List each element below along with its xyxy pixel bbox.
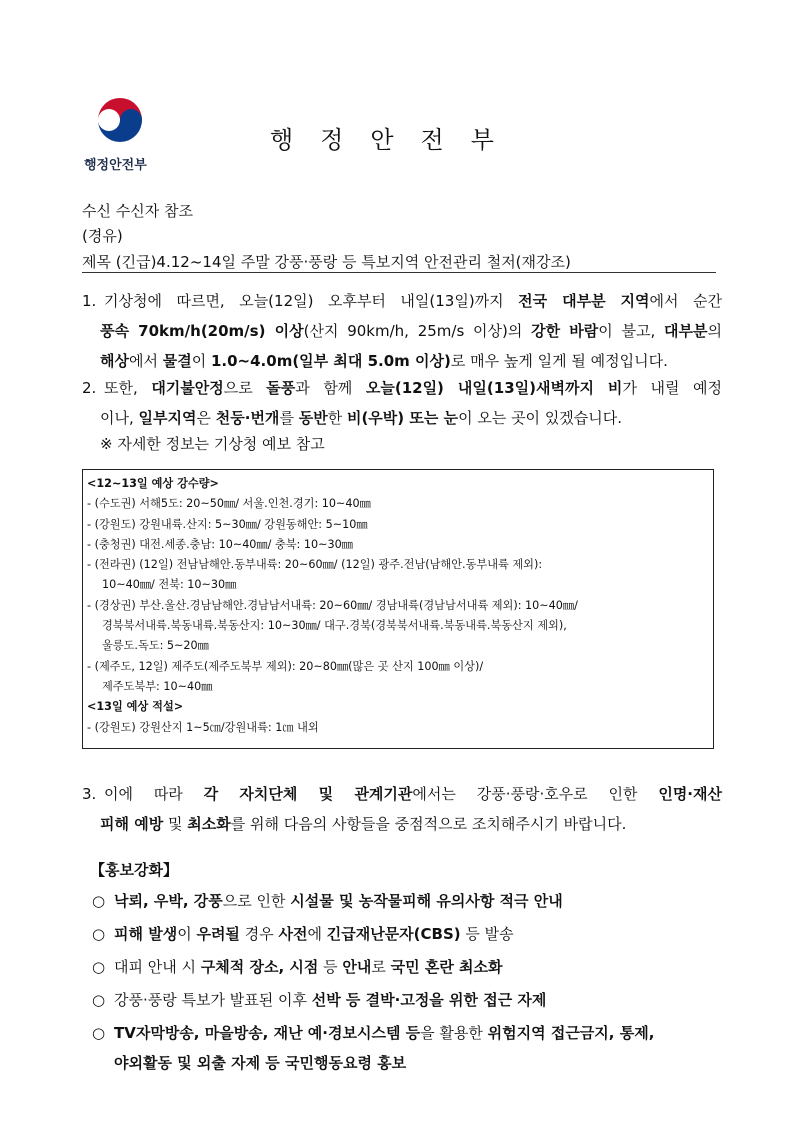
paragraph-line (82, 809, 722, 839)
emphasis-text: 1.0~4.0m(일부 최대 5.0m 이상) (210, 352, 451, 370)
circle-bullet-icon: ○ (92, 991, 106, 1009)
text-run: 로 (371, 958, 391, 976)
emphasis-text: 야외활동 및 외출 자제 등 국민행동요령 홍보 (114, 1054, 407, 1072)
emphasis-text: 위험지역 접근금지, 통제, (487, 1024, 655, 1042)
paragraph-line (82, 403, 722, 433)
forecast-row: - (강원도) 강원내륙.산지: 5~30㎜/ 강원동해안: 5~10㎜ (87, 517, 368, 531)
emphasis-text: 선박 등 결박·고정을 위한 접근 자제 (311, 991, 547, 1009)
recipient-line: 수신 수신자 참조 (82, 202, 193, 220)
text-run: 이 (177, 925, 197, 943)
emphasis-text: 비(우박) 또는 눈 (346, 409, 459, 427)
emphasis-text: 일부지역 (138, 409, 197, 427)
emphasis-text: 각 자치단체 및 관계기관 (203, 785, 413, 803)
text-run: 이에 따라 (104, 785, 204, 803)
emphasis-text: 우려될 (196, 925, 240, 943)
emphasis-text: 안내 (342, 958, 372, 976)
text-run: 등 (318, 958, 343, 976)
text-run: 이나, (100, 409, 139, 427)
bullet-item (92, 886, 722, 916)
text-run: 경우 (239, 925, 279, 943)
emphasis-text: 인명·재산 (658, 785, 722, 803)
text-run: 은 (196, 409, 216, 427)
paragraph-2 (82, 373, 722, 433)
emphasis-text: 시설물 및 농작물피해 유의사항 적극 안내 (290, 892, 563, 910)
paragraph-number: 3. (82, 785, 97, 803)
emphasis-text: 낙뢰, 우박, 강풍 (114, 892, 223, 910)
emphasis-text: 피해 예방 (100, 815, 164, 833)
text-run: 에서는 강풍·풍랑·호우로 인한 (412, 785, 659, 803)
via-line: (경유) (82, 227, 123, 245)
paragraph-line (82, 779, 722, 809)
text-run: 가 내릴 예정 (622, 379, 722, 397)
bullet-item (92, 952, 722, 982)
forecast-row: - (전라권) (12일) 전남남해안.동부내륙: 20~60㎜/ (12일) 광주.전남(남해안.동부내륙 제외): (87, 558, 543, 572)
text-run: 대피 안내 시 (114, 958, 201, 976)
emphasis-text: TV자막방송, 마을방송, 재난 예·경보시스템 등 (114, 1024, 421, 1042)
forecast-row: - (강원도) 강원산지 1~5㎝/강원내륙: 1㎝ 내외 (87, 720, 319, 734)
text-run: 에서 순간 (649, 292, 722, 310)
paragraph-line (82, 316, 722, 346)
taegeuk-emblem-icon (92, 98, 148, 154)
paragraph-3 (82, 779, 722, 839)
reference-note: ※ 자세한 정보는 기상청 예보 참고 (100, 435, 325, 453)
text-run: 등 발송 (460, 925, 514, 943)
text-run: 및 (163, 815, 188, 833)
text-run: 의 (707, 322, 722, 340)
forecast-row: 경북북서내륙.북동내륙.북동산지: 10~30㎜/ 대구.경북(경북북서내륙.북동내륙.북동산지 제외), (102, 619, 567, 633)
forecast-row: - (제주도, 12일) 제주도(제주도북부 제외): 20~80㎜(많은 곳 산지 100㎜ 이상)/ (87, 659, 484, 673)
text-run: 이 (191, 352, 211, 370)
text-run: 에서 (128, 352, 163, 370)
bullet-item (92, 919, 722, 949)
emphasis-text: 강한 바람 (531, 322, 599, 340)
text-run: 에 (307, 925, 327, 943)
text-run: 한 (327, 409, 347, 427)
emphasis-text: 돌풍 (266, 379, 296, 397)
text-run: 또한, (104, 379, 152, 397)
agency-title: 행정안전부 (270, 126, 521, 154)
text-run: 이 오는 곳이 있겠습니다. (458, 409, 623, 427)
text-run: 이 불고, (598, 322, 665, 340)
text-run: 을 활용한 (420, 1024, 488, 1042)
forecast-row: - (수도권) 서해5도: 20~50㎜/ 서울.인천.경기: 10~40㎜ (87, 497, 371, 511)
circle-bullet-icon: ○ (92, 958, 106, 976)
forecast-box (82, 469, 714, 749)
emphasis-text: 대기불안정 (151, 379, 224, 397)
text-run: 과 함께 (295, 379, 366, 397)
emphasis-text: 물결 (162, 352, 192, 370)
circle-bullet-icon: ○ (92, 892, 106, 910)
emphasis-text: 오늘(12일) 내일(13일)새벽까지 비 (365, 379, 623, 397)
circle-bullet-icon: ○ (92, 1024, 106, 1042)
rainfall-heading: <12~13일 예상 강수량> (87, 477, 219, 490)
government-logo (84, 98, 176, 173)
emphasis-text: 해상 (100, 352, 129, 370)
paragraph-number: 2. (82, 379, 97, 397)
bullet-item (92, 985, 722, 1015)
emphasis-text: 긴급재난문자(CBS) (326, 925, 461, 943)
paragraph-line (82, 346, 722, 376)
section-title: 【홍보강화】 (90, 861, 178, 879)
paragraph-line (82, 286, 722, 316)
subject-divider (82, 272, 716, 273)
text-run: 를 위해 다음의 사항들을 중점적으로 조치해주시기 바랍니다. (230, 815, 627, 833)
emphasis-text: 최소화 (187, 815, 231, 833)
emphasis-text: 국민 혼란 최소화 (390, 958, 503, 976)
emphasis-text: 구체적 장소, 시점 (200, 958, 319, 976)
circle-bullet-icon: ○ (92, 925, 106, 943)
snowfall-heading: <13일 예상 적설> (87, 700, 184, 714)
text-run: (산지 90km/h, 25m/s 이상)의 (303, 322, 532, 340)
emphasis-text: 동반 (298, 409, 328, 427)
emphasis-text: 대부분 (664, 322, 708, 340)
emphasis-text: 천둥·번개 (215, 409, 280, 427)
emphasis-text: 사전 (278, 925, 308, 943)
forecast-row: - (충청권) 대전.세종.충남: 10~40㎜/ 충북: 10~30㎜ (87, 537, 353, 551)
paragraph-number: 1. (82, 292, 97, 310)
forecast-row: 10~40㎜/ 전북: 10~30㎜ (102, 578, 237, 592)
text-run: 강풍·풍랑 특보가 발표된 이후 (114, 991, 312, 1009)
text-run: 기상청에 따르면, 오늘(12일) 오후부터 내일(13일)까지 (104, 292, 519, 310)
paragraph-1 (82, 286, 722, 376)
subject-line: 제목 (긴급)4.12~14일 주말 강풍·풍랑 등 특보지역 안전관리 철저(재강조) (82, 253, 571, 271)
emphasis-text: 전국 대부분 지역 (518, 292, 650, 310)
emphasis-text: 피해 발생 (114, 925, 178, 943)
logo-text: 행정안전부 (84, 158, 147, 173)
bullet-item (92, 1018, 722, 1078)
emphasis-text: 풍속 70km/h(20m/s) 이상 (100, 322, 304, 340)
text-run: 으로 인한 (222, 892, 291, 910)
text-run: 를 (279, 409, 299, 427)
forecast-row: 울릉도.독도: 5~20㎜ (102, 639, 209, 653)
text-run: 로 매우 높게 일게 될 예정입니다. (450, 352, 668, 370)
text-run: 으로 (223, 379, 267, 397)
forecast-row: 제주도북부: 10~40㎜ (102, 679, 213, 693)
forecast-row: - (경상권) 부산.울산.경남남해안.경남남서내륙: 20~60㎜/ 경남내륙(경남남서내륙 제외): 10~40㎜/ (87, 598, 578, 612)
paragraph-line (82, 373, 722, 403)
